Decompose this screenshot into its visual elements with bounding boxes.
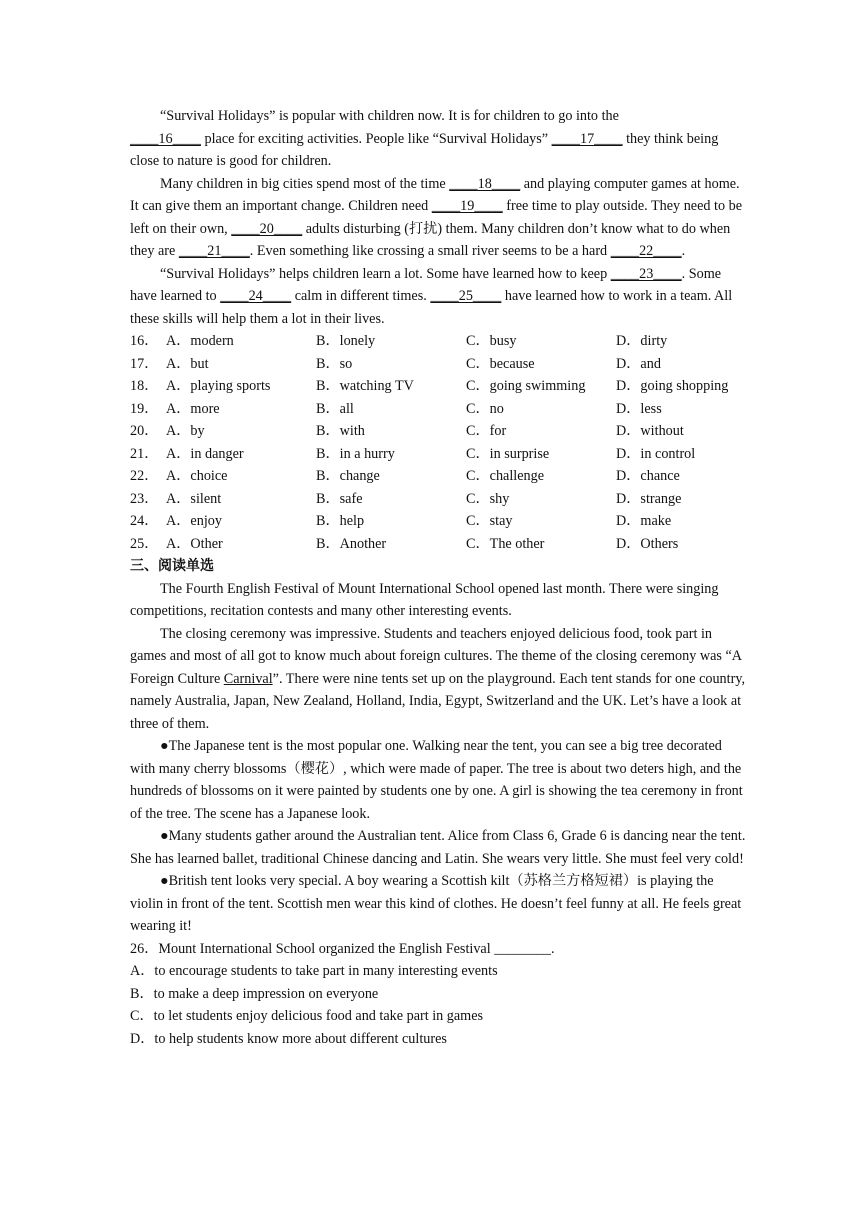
option-c: C．challenge	[466, 468, 545, 484]
question-row-18	[130, 375, 750, 398]
cloze-text: . Even something like crossing a small river seems to be a hard	[249, 243, 611, 259]
option-b: B．safe	[316, 490, 363, 507]
blank-16: ____16____	[130, 130, 201, 147]
option-c: C．for	[466, 423, 507, 439]
option-c: C．stay	[466, 513, 513, 529]
question-row-22	[130, 465, 750, 488]
option-b: B．watching TV	[316, 378, 414, 394]
option-b: B．with	[316, 423, 365, 439]
cloze-text: they think being close to nature is good for children.	[130, 130, 719, 169]
option-d: D．less	[616, 400, 662, 417]
question-26-option-a: A．to encourage students to take part in many interesting events	[130, 963, 498, 979]
blank-21: ____21____	[178, 243, 250, 259]
option-d: D．in control	[616, 445, 696, 462]
blank-20: ____20____	[231, 220, 303, 237]
question-number: 23．	[130, 490, 159, 507]
reading-paragraph-1: The Fourth English Festival of Mount International School opened last month. There were singing competitions, recitation contests and many other interesting events.	[130, 580, 719, 619]
reading-paragraph-australian-tent: ●Many students gather around the Australian tent. Alice from Class 6, Grade 6 is dancing near the tent. She has learned ballet, traditional Chinese dancing and Latin. She wears very little. She must feel very cold!	[130, 828, 746, 867]
question-row-21	[130, 443, 750, 466]
cloze-paragraph-2	[130, 173, 750, 263]
reading-paragraph-japanese-tent: ●The Japanese tent is the most popular one. Walking near the tent, you can see a big tree decorated with many cherry blossoms（樱花）, which were made of paper. The tree is about two deters high, and the hundreds of blossoms on it were painted by students one by one. A girl is showing the tea ceremony in front of the tree. The scene has a Japanese look.	[130, 738, 743, 822]
option-d: D．dirty	[616, 333, 668, 349]
blank-25: ____25____	[430, 288, 502, 304]
cloze-text: and playing computer games at home. It can give them an important change. Children need	[130, 175, 740, 214]
option-d: D．strange	[616, 490, 682, 507]
option-c: C．in surprise	[466, 445, 550, 462]
option-d: D．without	[616, 423, 684, 439]
reading-text: ”. There were nine tents set up on the playground. Each tent stands for one country, namely Australia, Japan, New Zealand, Holland, India, Egypt, Switzerland and the UK. Let’s have a look at three of them.	[130, 670, 746, 732]
option-d: D．chance	[616, 468, 680, 484]
option-c: C．going swimming	[466, 378, 586, 394]
blank-19: ____19____	[431, 198, 503, 214]
option-b: B．help	[316, 513, 365, 529]
question-row-17	[130, 353, 750, 376]
cloze-paragraph-3	[130, 263, 750, 331]
question-number: 21．	[130, 445, 159, 462]
cloze-text: adults disturbing (打扰) them. Many children don’t know what to do when they are	[130, 220, 731, 259]
option-a: A．Other	[166, 535, 223, 552]
cloze-text: have learned how to work in a team. All these skills will help them a lot in their lives.	[130, 288, 733, 327]
option-a: A．modern	[166, 333, 234, 349]
cloze-text: place for exciting activities. People like “Survival Holidays”	[200, 130, 552, 147]
option-c: C．busy	[466, 333, 517, 349]
blank-23: ____23____	[610, 265, 682, 282]
blank-22: ____22____	[610, 243, 682, 259]
option-b: B．change	[316, 468, 380, 484]
option-a: A．in danger	[166, 445, 244, 462]
question-row-25	[130, 533, 750, 556]
question-26-option-c: C．to let students enjoy delicious food and take part in games	[130, 1008, 484, 1024]
cloze-text: “Survival Holidays” is popular with children now. It is for children to go into the	[160, 108, 619, 124]
option-a: A．by	[166, 423, 205, 439]
option-d: D．and	[616, 355, 661, 372]
cloze-options	[130, 330, 750, 555]
option-b: B．in a hurry	[316, 445, 395, 462]
question-number: 19．	[130, 400, 159, 417]
question-row-19	[130, 398, 750, 421]
cloze-text: Many children in big cities spend most of the time	[160, 175, 450, 192]
blank-18: ____18____	[449, 175, 521, 192]
blank-17: ____17____	[551, 130, 623, 147]
option-c: C．no	[466, 400, 504, 417]
option-a: A．enjoy	[166, 513, 222, 529]
option-d: D．make	[616, 513, 672, 529]
cloze-text: calm in different times.	[291, 288, 431, 304]
question-26-stem: 26．Mount International School organized the English Festival ________.	[130, 940, 555, 957]
option-c: C．The other	[466, 535, 545, 552]
cloze-text: “Survival Holidays” helps children learn a lot. Some have learned how to keep	[160, 265, 611, 282]
question-number: 24．	[130, 513, 159, 529]
cloze-paragraph-1	[130, 105, 750, 173]
option-a: A．choice	[166, 468, 228, 484]
question-number: 22．	[130, 468, 159, 484]
option-b: B．all	[316, 400, 354, 417]
option-d: D．going shopping	[616, 378, 729, 394]
option-d: D．Others	[616, 535, 679, 552]
question-row-16	[130, 330, 750, 353]
question-number: 25．	[130, 535, 159, 552]
question-row-24	[130, 510, 750, 533]
option-a: A．playing sports	[166, 378, 271, 394]
option-c: C．because	[466, 355, 535, 372]
carnival-underlined-word: Carnival	[223, 670, 273, 687]
cloze-text: . Some have learned to	[130, 265, 722, 304]
reading-text: The closing ceremony was impressive. Students and teachers enjoyed delicious food, took part in games and most of all got to know much about foreign cultures. The theme of the closing ceremony was “A Foreign Culture	[130, 625, 742, 687]
option-b: B．Another	[316, 535, 387, 552]
question-number: 20．	[130, 423, 159, 439]
section-title: 三、阅读单选	[130, 558, 214, 574]
reading-paragraph-2	[130, 623, 750, 736]
option-a: A．silent	[166, 490, 222, 507]
question-row-20	[130, 420, 750, 443]
blank-24: ____24____	[220, 288, 292, 304]
question-row-23	[130, 488, 750, 511]
question-26-option-b: B．to make a deep impression on everyone	[130, 985, 379, 1002]
question-number: 16．	[130, 333, 159, 349]
reading-paragraph-british-tent: ●British tent looks very special. A boy wearing a Scottish kilt（苏格兰方格短裙）is playing the violin in front of the tent. Scottish men wear this kind of clothes. He doesn’t feel funny at all. He feels great wearing it!	[130, 873, 742, 934]
option-b: B．so	[316, 355, 353, 372]
option-b: B．lonely	[316, 333, 376, 349]
option-a: A．more	[166, 400, 220, 417]
question-number: 17．	[130, 355, 159, 372]
cloze-text: .	[681, 243, 686, 259]
question-number: 18．	[130, 378, 159, 394]
cloze-text: free time to play outside. They need to be left on their own,	[130, 198, 742, 237]
question-26-option-d: D．to help students know more about different cultures	[130, 1030, 447, 1047]
option-c: C．shy	[466, 490, 510, 507]
option-a: A．but	[166, 355, 209, 372]
